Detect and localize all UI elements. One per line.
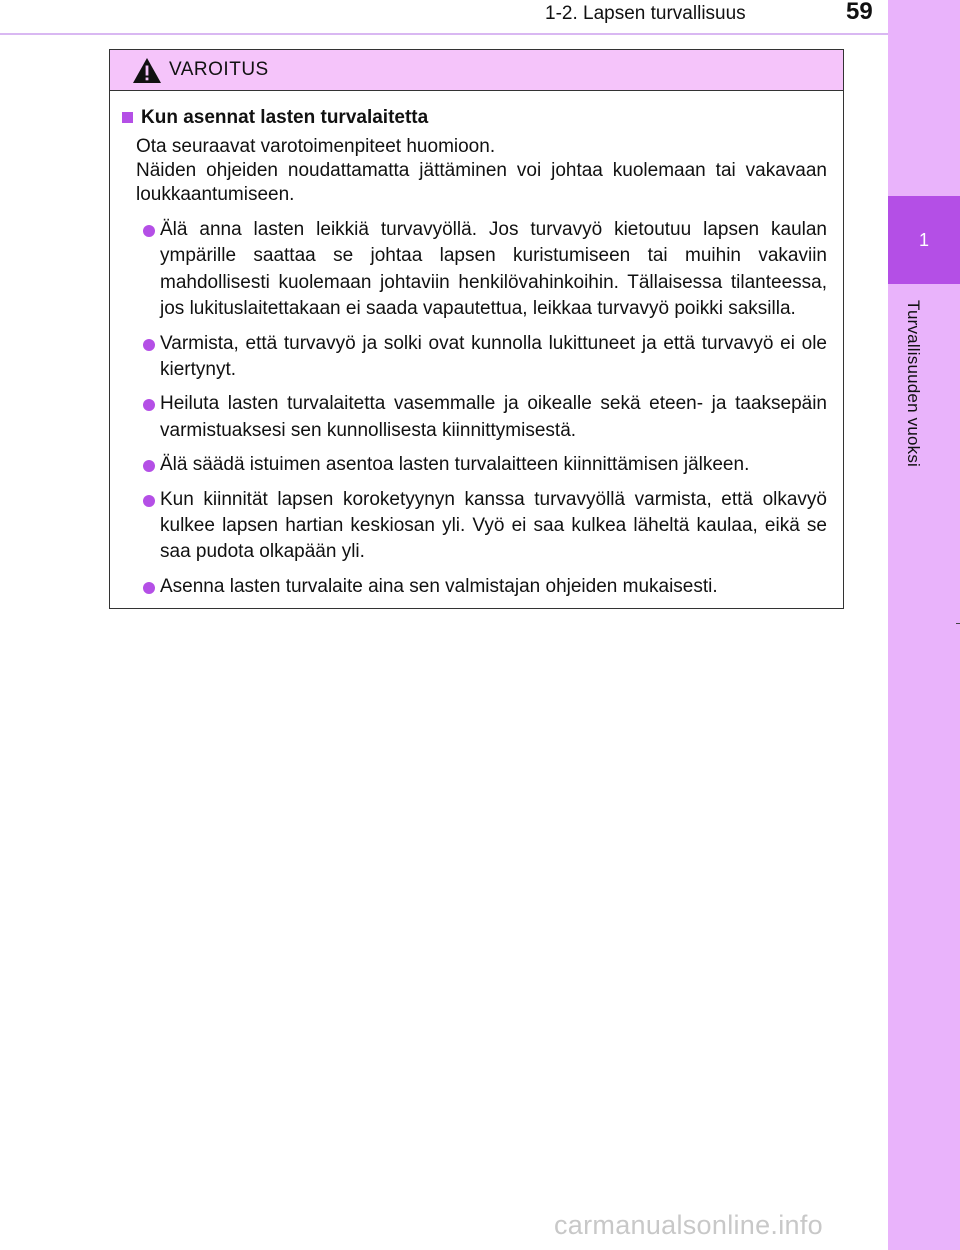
warning-intro xyxy=(136,135,827,207)
circle-bullet-icon xyxy=(143,582,155,594)
warning-body xyxy=(110,91,843,600)
warning-heading-row xyxy=(120,107,827,129)
circle-bullet-icon xyxy=(143,495,155,507)
warning-item-text: Heiluta lasten turvalaitetta vasemmalle ja oikealle sekä eteen- ja taaksepäin varmistuaksesi sen kunnollisesta kiinnittymisestä. xyxy=(160,393,827,441)
warning-item xyxy=(120,574,827,600)
intro-line: Ota seuraavat varotoimenpiteet huomioon. xyxy=(136,136,496,157)
watermark: carmanualsonline.info xyxy=(554,1210,823,1240)
warning-item-text: Kun kiinnität lapsen koroketyynyn kanssa turvavyöllä varmista, että olkavyö kulkee lapsen hartian keskiosan yli. Vyö ei saa kulkea läheltä kaulaa, eikä se saa pudota olkapään yli. xyxy=(160,488,827,563)
section-title: 1-2. Lapsen turvallisuus xyxy=(545,3,746,24)
chapter-title: Turvallisuuden vuoksi xyxy=(904,300,923,468)
warning-item xyxy=(120,487,827,566)
warning-item xyxy=(120,331,827,384)
warning-header xyxy=(110,50,843,91)
page-number: 59 xyxy=(846,0,873,25)
side-tab-band xyxy=(888,0,960,1250)
warning-item-text: Älä säädä istuimen asentoa lasten turvalaitteen kiinnittämisen jälkeen. xyxy=(160,454,750,476)
side-tick-mark xyxy=(956,623,960,624)
circle-bullet-icon xyxy=(143,339,155,351)
warning-box xyxy=(109,49,844,609)
square-bullet-icon xyxy=(122,112,133,123)
warning-heading: Kun asennat lasten turvalaitetta xyxy=(141,107,429,128)
chapter-number: 1 xyxy=(918,229,929,250)
warning-item xyxy=(120,452,827,478)
circle-bullet-icon xyxy=(143,225,155,237)
header-rule xyxy=(0,33,888,35)
circle-bullet-icon xyxy=(143,399,155,411)
warning-item xyxy=(120,217,827,323)
warning-label: VAROITUS xyxy=(169,59,269,80)
chapter-tab[interactable] xyxy=(888,196,960,284)
intro-line: Näiden ohjeiden noudattamatta jättäminen voi johtaa kuolemaan tai vakavaan loukkaantumiseen. xyxy=(136,160,827,205)
warning-item-text: Varmista, että turvavyö ja solki ovat kunnolla lukittuneet ja että turvavyö ei ole kiertynyt. xyxy=(160,332,827,381)
circle-bullet-icon xyxy=(143,460,155,472)
warning-item-text: Asenna lasten turvalaite aina sen valmistajan ohjeiden mukaisesti. xyxy=(160,575,718,597)
warning-item-text: Älä anna lasten leikkiä turvavyöllä. Jos turvavyö kietoutuu lapsen kaulan ympärille saattaa se johtaa lapsen kuristumiseen tai muihin vakaviin mahdollisesti kuolemaan johtaviin henkilövahinkoihin. Tällaisessa tilanteessa, jos lukituslaitettakaan ei saada vapautettua, leikkaa turvavyö poikki saksilla. xyxy=(160,219,827,320)
warning-item xyxy=(120,391,827,444)
warning-triangle-icon xyxy=(132,57,162,84)
